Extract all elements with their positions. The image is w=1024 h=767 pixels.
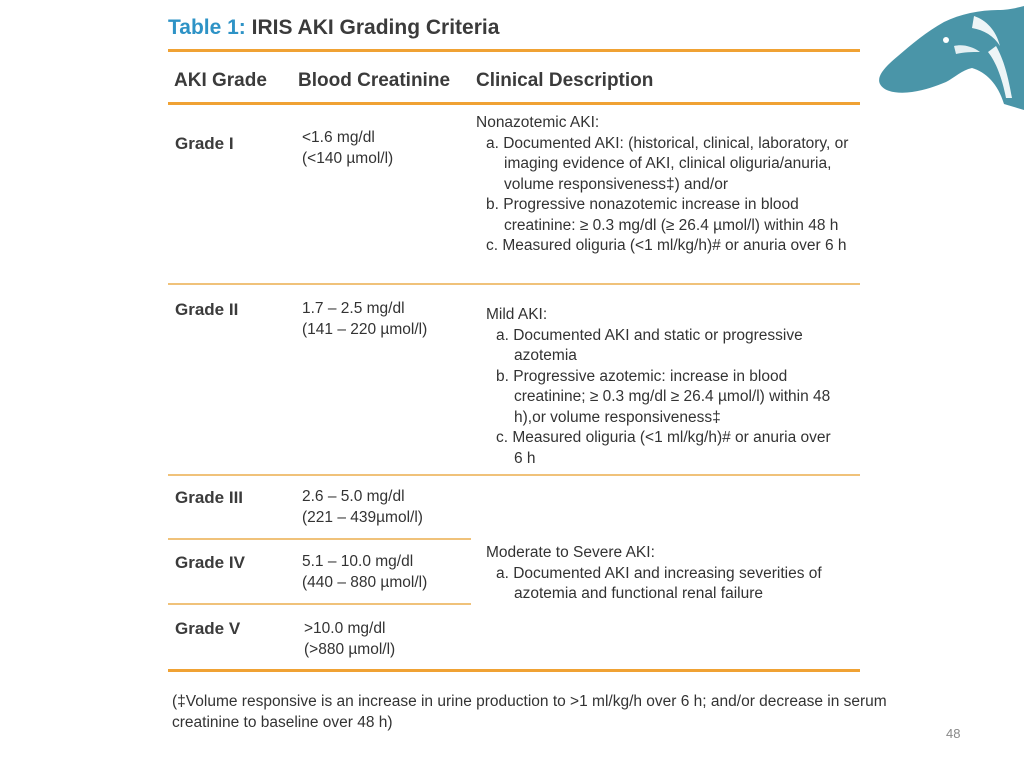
footnote: (‡Volume responsive is an increase in urine production to >1 ml/kg/h over 6 h; and/or decrease in serum creatinine to baseline over 48 h) bbox=[172, 693, 887, 731]
description-item: b. Progressive azotemic: increase in blood creatinine; ≥ 0.3 mg/dl ≥ 26.4 µmol/l) within 48 h),or volume responsiveness‡ bbox=[496, 367, 831, 426]
grade-iv-label: Grade IV bbox=[175, 553, 245, 572]
description-heading: Moderate to Severe AKI: bbox=[486, 544, 655, 561]
description-item: a. Documented AKI: (historical, clinical, laboratory, or imaging evidence of AKI, clinical oliguria/anuria, volume responsiveness‡) and/or bbox=[486, 134, 849, 193]
description-heading: Nonazotemic AKI: bbox=[476, 114, 600, 131]
description-item: b. Progressive nonazotemic increase in blood creatinine: ≥ 0.3 mg/dl (≥ 26.4 µmol/l) within 48 h bbox=[486, 196, 839, 234]
creatinine-umol: (141 – 220 µmol/l) bbox=[302, 321, 428, 338]
creatinine-umol: (<140 µmol/l) bbox=[302, 150, 394, 167]
creatinine-umol: (440 – 880 µmol/l) bbox=[302, 574, 428, 591]
creatinine-umol: (>880 µmol/l) bbox=[304, 641, 396, 658]
table-title bbox=[168, 16, 499, 40]
description-moderate-severe bbox=[486, 543, 858, 605]
creatinine-grade-iii bbox=[302, 486, 423, 528]
grade-v-label: Grade V bbox=[175, 619, 241, 638]
description-item: c. Measured oliguria (<1 ml/kg/h)# or anuria over 6 h bbox=[496, 429, 831, 467]
header-aki-grade: AKI Grade bbox=[174, 70, 267, 91]
row-divider bbox=[168, 538, 471, 540]
creatinine-mgdl: 5.1 – 10.0 mg/dl bbox=[302, 553, 414, 570]
description-item: a. Documented AKI and static or progressive azotemia bbox=[496, 326, 803, 364]
creatinine-mgdl: 1.7 – 2.5 mg/dl bbox=[302, 300, 405, 317]
creatinine-mgdl: >10.0 mg/dl bbox=[304, 620, 386, 637]
description-mild bbox=[486, 305, 836, 469]
description-item: a. Documented AKI and increasing severities of azotemia and functional renal failure bbox=[496, 564, 822, 602]
bottom-rule bbox=[168, 669, 860, 672]
grade-i-label: Grade I bbox=[175, 134, 234, 153]
description-item: c. Measured oliguria (<1 ml/kg/h)# or anuria over 6 h bbox=[486, 237, 847, 254]
creatinine-grade-ii bbox=[302, 298, 427, 340]
grade-iii-label: Grade III bbox=[175, 488, 244, 507]
table-title-text: IRIS AKI Grading Criteria bbox=[251, 16, 500, 39]
header-clinical-description: Clinical Description bbox=[476, 70, 654, 91]
creatinine-grade-v bbox=[304, 618, 395, 660]
row-divider bbox=[168, 474, 860, 476]
header-rule bbox=[168, 102, 860, 105]
title-rule bbox=[168, 49, 860, 52]
grade-ii-label: Grade II bbox=[175, 300, 239, 319]
description-nonazotemic bbox=[476, 113, 868, 257]
creatinine-umol: (221 – 439µmol/l) bbox=[302, 509, 423, 526]
creatinine-grade-iv bbox=[302, 551, 427, 593]
horse-logo-icon bbox=[876, 6, 1024, 110]
creatinine-grade-i bbox=[302, 127, 393, 169]
header-blood-creatinine: Blood Creatinine bbox=[298, 70, 451, 91]
table-number: Table 1: bbox=[168, 16, 246, 39]
creatinine-mgdl: 2.6 – 5.0 mg/dl bbox=[302, 488, 405, 505]
description-heading: Mild AKI: bbox=[486, 306, 548, 323]
row-divider bbox=[168, 283, 860, 285]
creatinine-mgdl: <1.6 mg/dl bbox=[302, 129, 375, 146]
row-divider bbox=[168, 603, 471, 605]
page-number: 48 bbox=[946, 726, 961, 741]
